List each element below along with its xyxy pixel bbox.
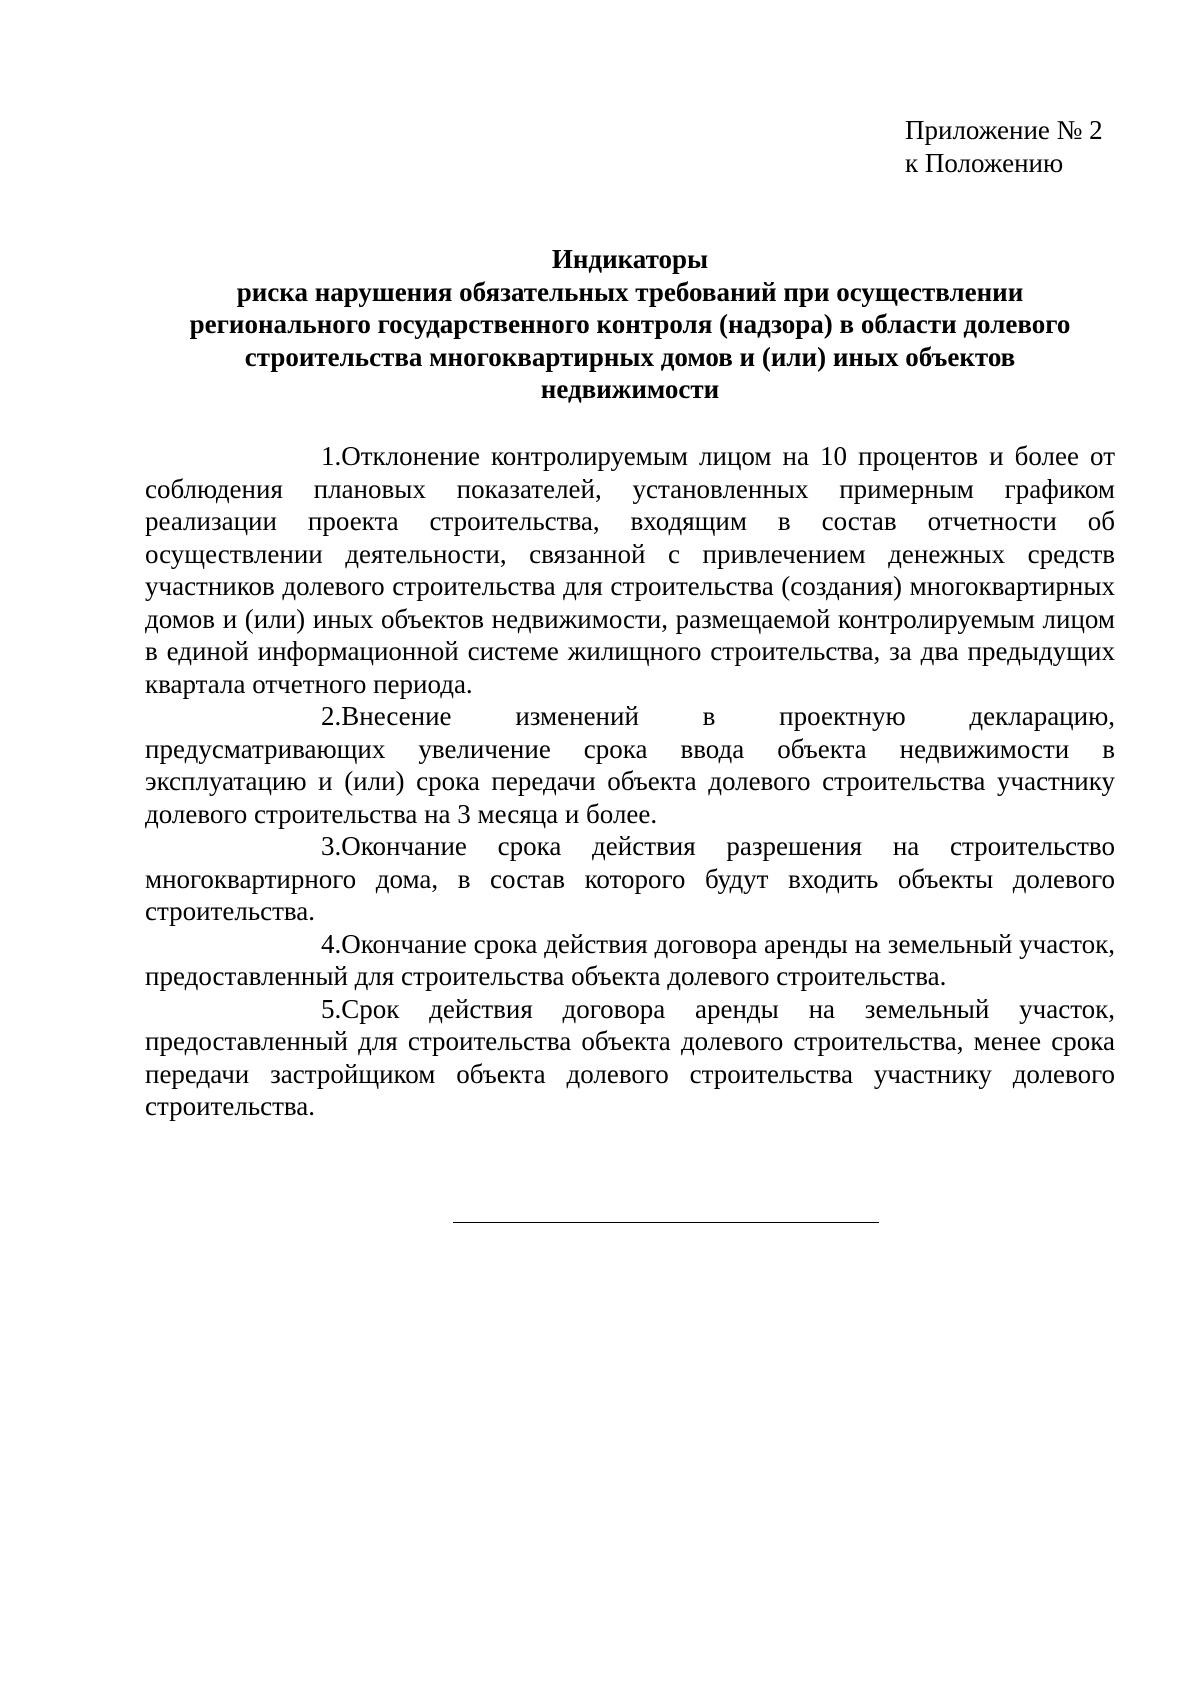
title-line-4: строительства многоквартирных домов и (или) иных объектов	[244, 341, 1016, 372]
appendix-target: к Положению	[905, 148, 1064, 178]
item-text: Окончание срока действия договора аренды на земельный участок, предоставленный для строительства объекта долевого строительства.	[145, 928, 1115, 991]
item-number: 3.	[321, 831, 342, 861]
title-line-1: Индикаторы	[551, 244, 709, 274]
title-line-2: риска нарушения обязательных требований при осуществлении	[236, 276, 1024, 307]
item-text: Отклонение контролируемым лицом на 10 процентов и более от соблюдения плановых показателей, установленных примерным графиком реализации проекта строительства, входящим в состав отчетности об осуществлении деятельности, связанной с привлечением денежных средств участников долевого строительства для строительства (создания) многоквартирных домов и (или) иных объектов недвижимости, размещаемой контролируемым лицом в единой информационной системе жилищного строительства, за два предыдущих квартала отчетного периода.	[145, 441, 1115, 699]
title-line-3: регионального государственного контроля (надзора) в области долевого	[189, 309, 1071, 339]
end-divider	[453, 1222, 879, 1223]
item-text: Внесение изменений в проектную декларацию, предусматривающих увеличение срока ввода объекта недвижимости в эксплуатацию и (или) срока передачи объекта долевого строительства участнику долевого строительства на 3 месяца и более.	[145, 701, 1115, 829]
indicator-item-5	[145, 993, 1115, 1123]
indicator-item-3	[145, 830, 1115, 928]
document-title	[145, 243, 1115, 406]
indicator-item-4	[145, 928, 1115, 993]
indicator-list	[145, 440, 1115, 1123]
item-number: 1.	[321, 441, 342, 471]
item-number: 2.	[321, 701, 342, 731]
appendix-number: Приложение № 2	[905, 115, 1103, 145]
title-line-5: недвижимости	[540, 374, 720, 404]
appendix-reference	[905, 114, 1103, 180]
item-text: Срок действия договора аренды на земельный участок, предоставленный для строительства объекта долевого строительства, менее срока передачи застройщиком объекта долевого строительства участнику долевого строительства.	[145, 993, 1115, 1121]
indicator-item-1	[145, 440, 1115, 700]
item-number: 4.	[321, 928, 342, 959]
item-text: Окончание срока действия разрешения на строительство многоквартирного дома, в состав которого будут входить объекты долевого строительства.	[145, 831, 1115, 926]
item-number: 5.	[321, 993, 342, 1024]
indicator-item-2	[145, 700, 1115, 830]
